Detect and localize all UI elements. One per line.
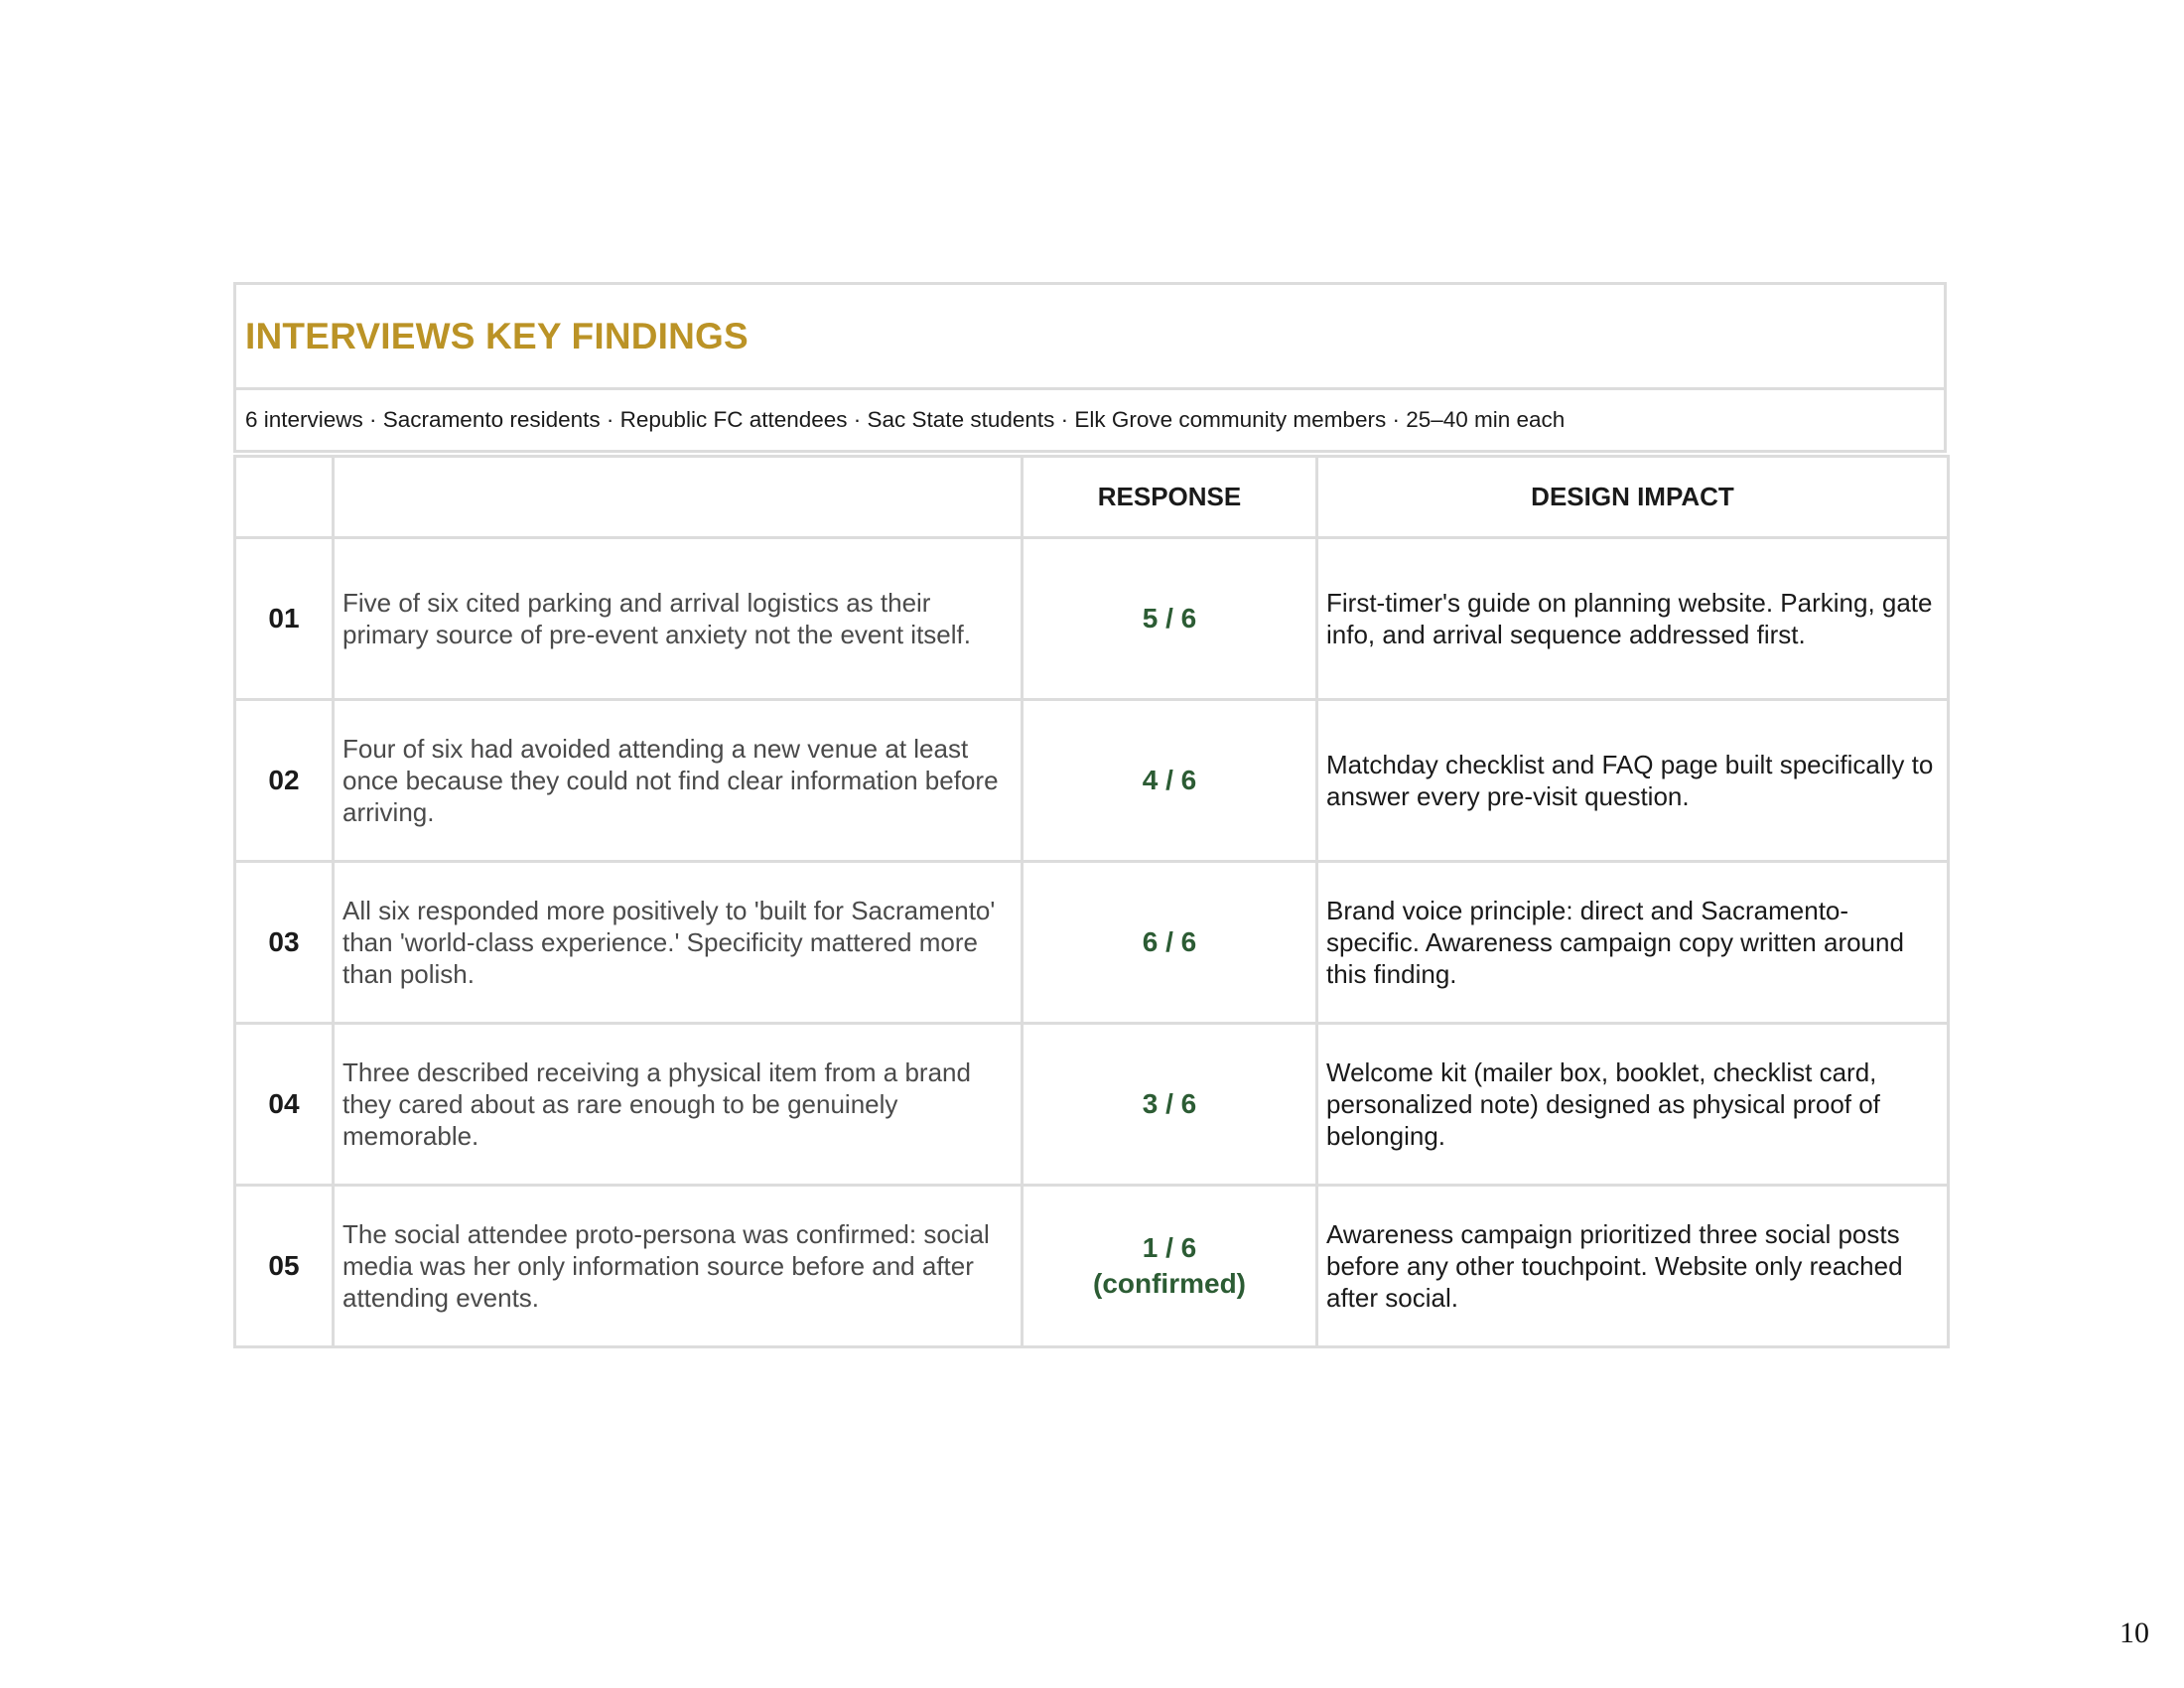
finding-text: The social attendee proto-persona was confirmed: social media was her only information source before and after attending events. <box>334 1186 1023 1347</box>
header-design-impact: DESIGN IMPACT <box>1317 457 1949 538</box>
table-row <box>235 1024 1949 1186</box>
title-row <box>236 285 1944 390</box>
finding-text: Three described receiving a physical item from a brand they cared about as rare enough to be genuinely memorable. <box>334 1024 1023 1186</box>
response-value: 6 / 6 <box>1142 926 1197 957</box>
table-row <box>235 1186 1949 1347</box>
findings-header <box>233 282 1947 453</box>
finding-text: All six responded more positively to 'built for Sacramento' than 'world-class experience.' Specificity mattered more than polish. <box>334 862 1023 1024</box>
design-impact-text: Welcome kit (mailer box, booklet, checklist card, personalized note) designed as physical proof of belonging. <box>1317 1024 1949 1186</box>
design-impact-text: First-timer's guide on planning website. Parking, gate info, and arrival sequence addressed first. <box>1317 538 1949 700</box>
header-number <box>235 457 334 538</box>
header-finding <box>334 457 1023 538</box>
design-impact-text: Brand voice principle: direct and Sacramento-specific. Awareness campaign copy written around this finding. <box>1317 862 1949 1024</box>
header-response: RESPONSE <box>1023 457 1317 538</box>
response-value: 1 / 6 <box>1142 1232 1197 1263</box>
design-impact-text: Awareness campaign prioritized three social posts before any other touchpoint. Website only reached after social. <box>1317 1186 1949 1347</box>
finding-number: 04 <box>235 1024 334 1186</box>
response-cell <box>1023 862 1317 1024</box>
response-value: 4 / 6 <box>1142 765 1197 795</box>
interview-summary: 6 interviews · Sacramento residents · Republic FC attendees · Sac State students · Elk Grove community members · 25–40 min each <box>245 407 1566 432</box>
finding-text: Five of six cited parking and arrival logistics as their primary source of pre-event anxiety not the event itself. <box>334 538 1023 700</box>
findings-table <box>233 455 1950 1348</box>
finding-number: 03 <box>235 862 334 1024</box>
finding-number: 01 <box>235 538 334 700</box>
response-cell <box>1023 538 1317 700</box>
response-value: 5 / 6 <box>1142 603 1197 633</box>
table-header-row <box>235 457 1949 538</box>
response-note: (confirmed) <box>1093 1268 1246 1299</box>
response-cell <box>1023 1024 1317 1186</box>
table-row <box>235 538 1949 700</box>
table-row <box>235 700 1949 862</box>
page-title: INTERVIEWS KEY FINDINGS <box>245 315 749 356</box>
finding-number: 02 <box>235 700 334 862</box>
response-cell <box>1023 1186 1317 1347</box>
design-impact-text: Matchday checklist and FAQ page built specifically to answer every pre-visit question. <box>1317 700 1949 862</box>
page-number: 10 <box>2119 1617 2149 1649</box>
finding-number: 05 <box>235 1186 334 1347</box>
subtitle-row <box>236 390 1944 450</box>
finding-text: Four of six had avoided attending a new venue at least once because they could not find clear information before arriving. <box>334 700 1023 862</box>
table-row <box>235 862 1949 1024</box>
response-cell <box>1023 700 1317 862</box>
response-value: 3 / 6 <box>1142 1088 1197 1119</box>
